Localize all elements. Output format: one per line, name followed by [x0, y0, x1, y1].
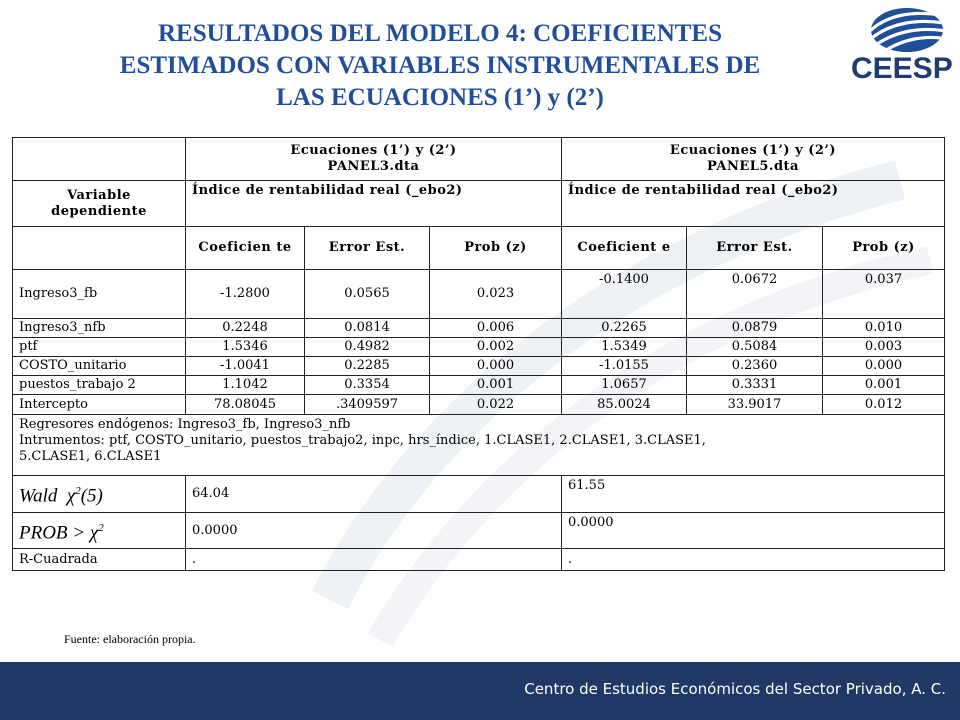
error-left: .3409597: [305, 395, 430, 415]
coef-right: 85.0024: [562, 395, 687, 415]
prob-right: 0.010: [823, 319, 945, 338]
depvar-label-line-1: Variable: [67, 187, 131, 203]
title-line-1: RESULTADOS DEL MODELO 4: COEFICIENTES: [157, 20, 723, 47]
prob-left: 0.023: [430, 270, 562, 319]
wald-text: Wald: [19, 485, 58, 507]
coef-right: -0.1400: [562, 270, 687, 319]
title-line-3: LAS ECUACIONES (1’) y (2’): [276, 84, 604, 111]
error-right: 0.2360: [687, 357, 823, 376]
chi-symbol: χ: [66, 485, 76, 507]
logo-text: CEESP: [851, 52, 953, 85]
prob-right: 0.000: [823, 357, 945, 376]
equations-header-row: [13, 138, 945, 181]
prob-left: 0.022: [430, 395, 562, 415]
prob-left: 0.001: [430, 376, 562, 395]
coef-header-left: Coeficien te: [186, 227, 305, 270]
coef-right: 0.2265: [562, 319, 687, 338]
coef-left: 0.2248: [186, 319, 305, 338]
prob-header-left: Prob (z): [430, 227, 562, 270]
table-row: [13, 395, 945, 415]
coef-right: 1.0657: [562, 376, 687, 395]
instruments-note-continued: 5.CLASE1, 6.CLASE1: [19, 449, 162, 464]
dependent-variable-row: [13, 181, 945, 227]
degrees-of-freedom: (5): [80, 485, 103, 507]
page-title: [40, 18, 840, 114]
prob-right: 0.012: [823, 395, 945, 415]
table-row: [13, 270, 945, 319]
footer-bar: [0, 662, 960, 720]
error-left: 0.4982: [305, 338, 430, 357]
error-left: 0.0814: [305, 319, 430, 338]
r-squared-label: R-Cuadrada: [13, 549, 186, 571]
depvar-left: Índice de rentabilidad real (_ebo2): [186, 181, 562, 227]
prob-right: 0.001: [823, 376, 945, 395]
variable-name: Ingreso3_nfb: [13, 319, 186, 338]
equations-header-right: [562, 138, 945, 181]
coef-left: -1.2800: [186, 270, 305, 319]
wald-value-right: 61.55: [562, 476, 945, 513]
wald-value-left: 64.04: [186, 476, 562, 513]
empty-corner-cell: [13, 138, 186, 181]
prob-right: 0.037: [823, 270, 945, 319]
results-table: [12, 137, 945, 571]
panel-file-label: PANEL5.dta: [707, 159, 799, 174]
prob-row: [13, 513, 945, 549]
wald-row: [13, 476, 945, 513]
empty-header-cell: [13, 227, 186, 270]
coef-left: 1.5346: [186, 338, 305, 357]
error-right: 0.0879: [687, 319, 823, 338]
instruments-note: Intrumentos: ptf, COSTO_unitario, puestos_trabajo2, inpc, hrs_índice, 1.CLASE1, 2.CLASE1, 3.CLASE1,: [19, 433, 706, 448]
coef-right: -1.0155: [562, 357, 687, 376]
equations-label: Ecuaciones (1’) y (2’): [290, 143, 457, 158]
prob-left: 0.006: [430, 319, 562, 338]
table-row: [13, 376, 945, 395]
coef-left: 78.08045: [186, 395, 305, 415]
panel-file-label: PANEL3.dta: [327, 159, 420, 174]
title-line-2: ESTIMADOS CON VARIABLES INSTRUMENTALES DE: [119, 52, 761, 79]
equations-header-left: [186, 138, 562, 181]
prob-left: 0.002: [430, 338, 562, 357]
error-left: 0.0565: [305, 270, 430, 319]
dependent-variable-label: [13, 181, 186, 227]
table-row: [13, 357, 945, 376]
r-squared-row: [13, 549, 945, 571]
source-note: Fuente: elaboración propia.: [64, 632, 196, 646]
r-squared-right: .: [562, 549, 945, 571]
variable-name: puestos_trabajo 2: [13, 376, 186, 395]
variable-name: COSTO_unitario: [13, 357, 186, 376]
equations-label: Ecuaciones (1’) y (2’): [669, 143, 837, 158]
table-row: [13, 319, 945, 338]
instruments-notes: [13, 415, 945, 476]
wald-statistic-label: [13, 476, 186, 513]
depvar-right: Índice de rentabilidad real (_ebo2): [562, 181, 945, 227]
r-squared-left: .: [186, 549, 562, 571]
prob-right: 0.003: [823, 338, 945, 357]
variable-name: Intercepto: [13, 395, 186, 415]
coef-left: 1.1042: [186, 376, 305, 395]
table-row: [13, 338, 945, 357]
footer-organization-name: Centro de Estudios Económicos del Sector Privado, A. C.: [524, 680, 946, 698]
error-header-left: Error Est.: [305, 227, 430, 270]
prob-header-right: Prob (z): [823, 227, 945, 270]
coef-header-right: Coeficient e: [562, 227, 687, 270]
prob-value-right: 0.0000: [562, 513, 945, 549]
variable-name: Ingreso3_fb: [13, 270, 186, 319]
variable-name: ptf: [13, 338, 186, 357]
prob-left: 0.000: [430, 357, 562, 376]
prob-text: PROB >: [19, 522, 86, 544]
error-left: 0.2285: [305, 357, 430, 376]
chi-exponent: 2: [75, 485, 81, 498]
coef-right: 1.5349: [562, 338, 687, 357]
error-right: 0.5084: [687, 338, 823, 357]
error-header-right: Error Est.: [687, 227, 823, 270]
prob-statistic-label: [13, 513, 186, 549]
chi-exponent: 2: [98, 521, 104, 534]
depvar-label-line-2: dependiente: [51, 203, 147, 219]
notes-row: [13, 415, 945, 476]
error-right: 33.9017: [687, 395, 823, 415]
chi-symbol: χ: [89, 522, 99, 544]
prob-value-left: 0.0000: [186, 513, 562, 549]
error-right: 0.0672: [687, 270, 823, 319]
column-header-row: [13, 227, 945, 270]
endogenous-regressors-note: Regresores endógenos: Ingreso3_fb, Ingreso3_nfb: [19, 417, 351, 432]
error-right: 0.3331: [687, 376, 823, 395]
error-left: 0.3354: [305, 376, 430, 395]
coef-left: -1.0041: [186, 357, 305, 376]
